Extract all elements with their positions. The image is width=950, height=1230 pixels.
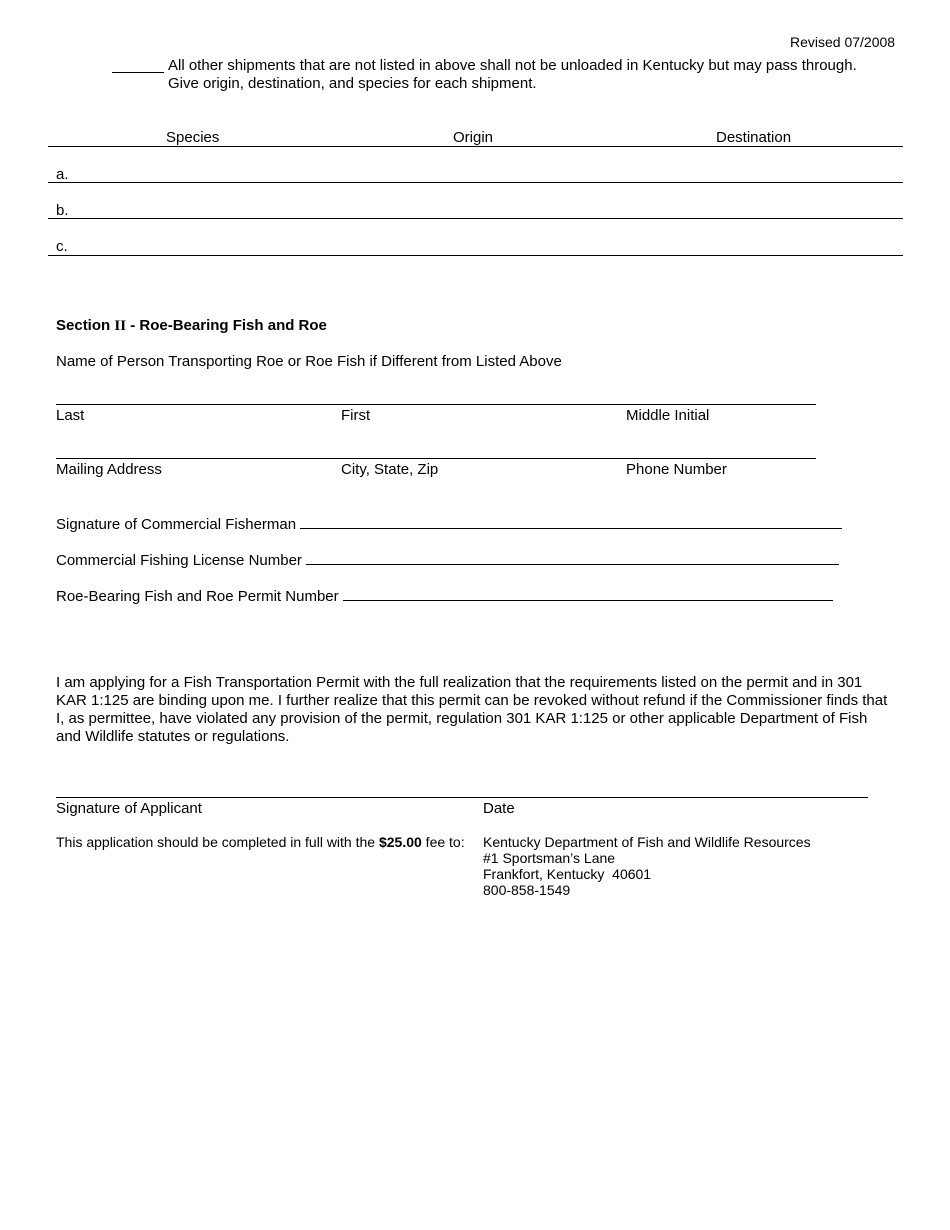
section2-title-suffix: - Roe-Bearing Fish and Roe <box>126 317 327 334</box>
label-city-state-zip: City, State, Zip <box>341 461 439 478</box>
table-row-b-line[interactable] <box>48 218 903 219</box>
license-number-field[interactable] <box>306 550 839 565</box>
address-block <box>483 834 811 898</box>
license-number-label: Commercial Fishing License Number <box>56 552 302 569</box>
other-shipments-text-line2: Give origin, destination, and species for each shipment. <box>168 75 537 92</box>
revised-date: Revised 07/2008 <box>790 34 896 50</box>
label-signature-of-applicant: Signature of Applicant <box>56 800 202 817</box>
license-number-row <box>56 550 839 570</box>
permit-number-label: Roe-Bearing Fish and Roe Permit Number <box>56 588 339 605</box>
address-phone: 800-858-1549 <box>483 882 571 898</box>
signature-fisherman-label: Signature of Commercial Fisherman <box>56 516 297 533</box>
fee-note-suffix: fee to: <box>421 834 465 850</box>
table-header-species: Species <box>166 129 220 146</box>
fee-note-prefix: This application should be completed in full with the <box>56 834 379 850</box>
table-row-label-c: c. <box>56 238 68 255</box>
table-row-label-b: b. <box>56 202 69 219</box>
section2-title-numeral: II <box>114 318 127 334</box>
address-org: Kentucky Department of Fish and Wildlife Resources <box>483 834 811 850</box>
label-last: Last <box>56 407 85 424</box>
label-date: Date <box>483 800 515 817</box>
name-prompt: Name of Person Transporting Roe or Roe Fish if Different from Listed Above <box>56 353 562 370</box>
table-header-destination: Destination <box>716 129 792 146</box>
other-shipments-checkbox-blank[interactable] <box>112 72 164 73</box>
address-city: Frankfort, Kentucky 40601 <box>483 866 652 882</box>
declaration-paragraph: I am applying for a Fish Transportation Permit with the full realization that the requirements listed on the permit and in 301 KAR 1:125 are binding upon me. I further realize that this permit can be revoked without refund if the Commissioner finds that I, as permittee, have violated any provision of the permit, regulation 301 KAR 1:125 or other applicable Department of Fish and Wildlife statutes or regulations. <box>56 674 888 745</box>
section2-title <box>56 317 327 335</box>
label-middle-initial: Middle Initial <box>626 407 710 424</box>
address-entry-line[interactable] <box>56 458 816 459</box>
signature-fisherman-row <box>56 514 842 534</box>
table-row-label-a: a. <box>56 166 69 183</box>
table-header-rule <box>48 146 903 147</box>
fee-amount: $25.00 <box>378 834 422 850</box>
section2-title-prefix: Section <box>56 317 115 334</box>
permit-number-row <box>56 586 833 606</box>
table-row-a-line[interactable] <box>48 182 903 183</box>
fee-note <box>56 834 465 850</box>
table-row-c-line[interactable] <box>48 255 903 256</box>
name-entry-line[interactable] <box>56 404 816 405</box>
label-mailing-address: Mailing Address <box>56 461 162 478</box>
signature-fisherman-field[interactable] <box>300 514 842 529</box>
label-first: First <box>341 407 371 424</box>
other-shipments-text-line1: All other shipments that are not listed in above shall not be unloaded in Kentucky but may pass through. <box>168 57 857 74</box>
table-header-origin: Origin <box>453 129 494 146</box>
label-phone-number: Phone Number <box>626 461 727 478</box>
address-street: #1 Sportsman’s Lane <box>483 850 616 866</box>
applicant-signature-line[interactable] <box>56 797 868 798</box>
permit-number-field[interactable] <box>343 586 833 601</box>
